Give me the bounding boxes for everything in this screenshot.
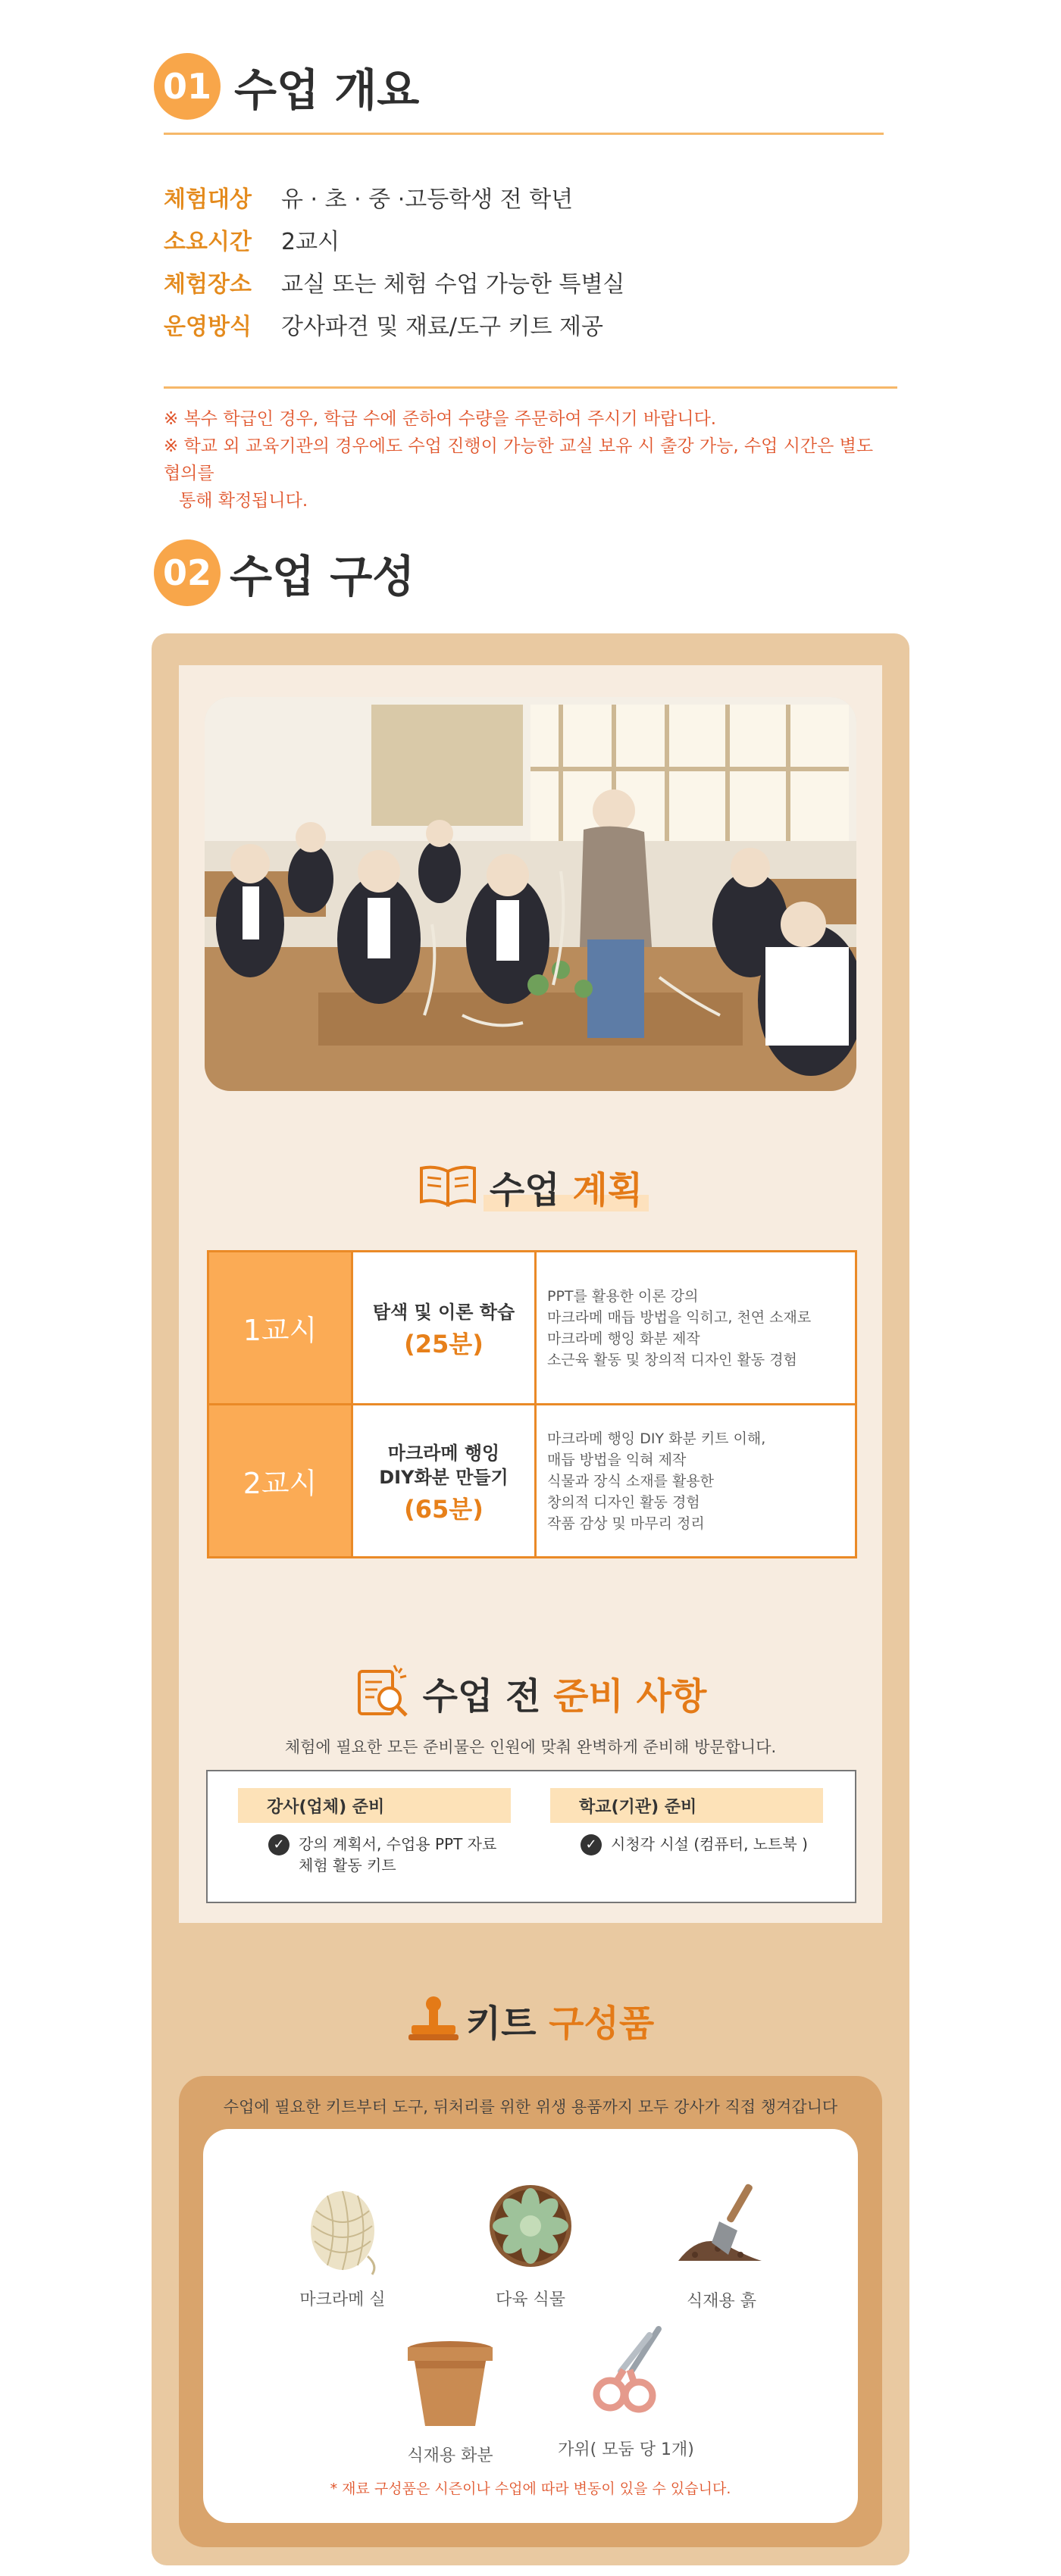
prep-item-text: 체험 활동 키트 bbox=[299, 1856, 396, 1874]
divider bbox=[164, 133, 884, 135]
lesson-plan-table bbox=[207, 1250, 857, 1558]
plan-heading bbox=[179, 1161, 882, 1213]
description-line: 작품 감상 및 마무리 정리 bbox=[547, 1515, 705, 1532]
section-title: 수업 구성 bbox=[230, 551, 415, 602]
overview-label: 체험대상 bbox=[164, 186, 252, 213]
overview-value: 유 · 초 · 중 ·고등학생 전 학년 bbox=[281, 186, 574, 213]
kit-item-label: 마크라메 실 bbox=[299, 2290, 386, 2309]
duration-label: (25분) bbox=[404, 1329, 484, 1358]
description-line: 마크라메 매듭 방법을 익히고, 천연 소재로 bbox=[547, 1308, 812, 1326]
soil-shovel-icon bbox=[672, 2176, 771, 2274]
description-line: 마크라메 행잉 DIY 화분 키트 이해, bbox=[547, 1430, 766, 1447]
instructor-prep bbox=[238, 1788, 511, 1876]
topic-label: 마크라메 행잉 bbox=[387, 1442, 500, 1464]
table-row bbox=[208, 1405, 856, 1558]
section-number-badge: 01 bbox=[154, 53, 221, 120]
section-number-badge: 02 bbox=[154, 539, 221, 606]
kit-item bbox=[543, 2321, 709, 2460]
check-icon: ✓ bbox=[581, 1834, 602, 1855]
overview-list bbox=[164, 176, 624, 345]
overview-label: 소요시간 bbox=[164, 229, 252, 255]
kit-item-label: 식재용 화분 bbox=[407, 2446, 493, 2465]
note: ※ 복수 학급인 경우, 학급 수에 준하여 수량을 주문하여 주시기 바랍니다. bbox=[164, 409, 717, 429]
kit-item-label: 식재용 흙 bbox=[686, 2292, 756, 2311]
open-book-icon bbox=[418, 1162, 477, 1212]
prep-caption: 체험에 필요한 모든 준비물은 인원에 맞춰 완벽하게 준비해 방문합니다. bbox=[284, 1738, 777, 1756]
description-line: PPT를 활용한 이론 강의 bbox=[547, 1287, 699, 1305]
prep-title-b: 준비 사항 bbox=[553, 1674, 707, 1718]
period-cell: 2교시 bbox=[208, 1405, 352, 1558]
kit-item-label: 다육 식물 bbox=[495, 2290, 565, 2309]
prep-item bbox=[550, 1834, 823, 1855]
prep-item-text: 강의 계획서, 수업용 PPT 자료 bbox=[299, 1835, 497, 1853]
overview-row bbox=[164, 303, 624, 345]
topic-label: DIY화분 만들기 bbox=[379, 1466, 509, 1488]
plan-title-a: 수업 bbox=[489, 1169, 560, 1211]
prep-title-a: 수업 전 bbox=[422, 1674, 541, 1718]
stamp-icon bbox=[407, 1995, 460, 2046]
kit-caption: 수업에 필요한 키트부터 도구, 뒤처리를 위한 위생 용품까지 모두 강사가 직접 챙겨갑니다 bbox=[223, 2098, 838, 2116]
prep-box bbox=[206, 1770, 856, 1903]
check-icon: ✓ bbox=[268, 1834, 290, 1855]
table-row bbox=[208, 1252, 856, 1405]
notes bbox=[164, 405, 891, 514]
prep-item-text: 시청각 시설 (컴퓨터, 노트북 ) bbox=[611, 1835, 808, 1853]
plan-title-b: 계획 bbox=[572, 1169, 643, 1211]
description-line: 소근육 활동 및 창의적 디자인 활동 경험 bbox=[547, 1351, 797, 1368]
kit-note: * 재료 구성품은 시즌이나 수업에 따라 변동이 있을 수 있습니다. bbox=[330, 2481, 731, 2497]
kit-item bbox=[447, 2174, 614, 2310]
prep-heading bbox=[179, 1661, 882, 1724]
period-cell: 1교시 bbox=[208, 1252, 352, 1405]
description-line: 마크라메 행잉 화분 제작 bbox=[547, 1330, 700, 1347]
description-cell bbox=[536, 1405, 856, 1558]
overview-label: 운영방식 bbox=[164, 314, 252, 340]
overview-value: 교실 또는 체험 수업 가능한 특별실 bbox=[281, 271, 625, 298]
description-cell bbox=[536, 1252, 856, 1405]
overview-row bbox=[164, 261, 624, 303]
scissors-icon bbox=[577, 2321, 675, 2420]
topic-label: 탐색 및 이론 학습 bbox=[372, 1301, 515, 1323]
section-2-header bbox=[154, 539, 415, 606]
section-1-header bbox=[154, 53, 419, 120]
divider bbox=[164, 386, 897, 389]
kit-heading bbox=[179, 1994, 882, 2046]
duration-label: (65분) bbox=[404, 1494, 484, 1524]
overview-row bbox=[164, 176, 624, 218]
kit-title-b: 구성품 bbox=[549, 2002, 655, 2045]
kit-item bbox=[638, 2176, 805, 2312]
overview-row bbox=[164, 218, 624, 261]
overview-value: 2교시 bbox=[281, 229, 340, 255]
clay-pot-icon bbox=[401, 2337, 499, 2435]
overview-value: 강사파견 및 재료/도구 키트 제공 bbox=[281, 314, 603, 340]
kit-title-a: 키트 bbox=[465, 2002, 537, 2045]
note-continued: 통해 확정됩니다. bbox=[179, 491, 308, 511]
note: ※ 학교 외 교육기관의 경우에도 수업 진행이 가능한 교실 보유 시 출강 가능, 수업 시간은 별도 협의를 bbox=[164, 436, 874, 483]
kit-item bbox=[367, 2337, 534, 2466]
prep-column-head: 강사(업체) 준비 bbox=[238, 1788, 511, 1823]
description-line: 식물과 장식 소재를 활용한 bbox=[547, 1472, 715, 1490]
kit-item-label: 가위( 모둠 당 1개) bbox=[558, 2440, 694, 2459]
topic-cell bbox=[352, 1405, 536, 1558]
classroom-photo bbox=[205, 697, 856, 1091]
kit-item bbox=[259, 2181, 426, 2310]
prep-item bbox=[238, 1834, 511, 1876]
section-title: 수업 개요 bbox=[234, 64, 420, 116]
yarn-ball-icon bbox=[293, 2181, 392, 2279]
school-prep bbox=[550, 1788, 823, 1855]
succulent-icon bbox=[481, 2174, 580, 2273]
checklist-search-icon bbox=[355, 1661, 412, 1724]
topic-cell bbox=[352, 1252, 536, 1405]
description-line: 창의적 디자인 활동 경험 bbox=[547, 1493, 700, 1511]
overview-label: 체험장소 bbox=[164, 271, 252, 298]
description-line: 매듭 방법을 익혀 제작 bbox=[547, 1451, 687, 1468]
prep-column-head: 학교(기관) 준비 bbox=[550, 1788, 823, 1823]
